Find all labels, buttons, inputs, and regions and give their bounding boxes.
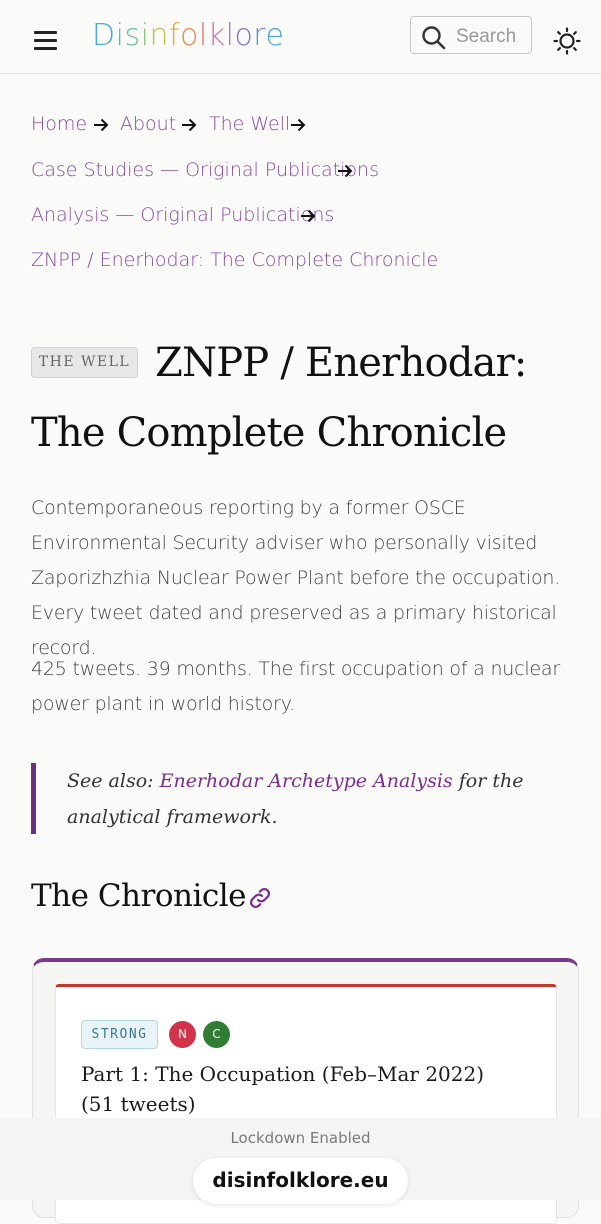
logo-letter: D [92, 18, 116, 53]
logo-letter: o [234, 18, 254, 53]
breadcrumb-about[interactable]: About [120, 113, 177, 135]
logo-letter: e [265, 18, 285, 53]
logo-letter: o [180, 18, 199, 53]
menu-icon[interactable] [34, 31, 57, 49]
url-bar[interactable]: disinfolklore.eu [193, 1158, 408, 1204]
breadcrumb-current[interactable]: ZNPP / Enerhodar: The Complete Chronicle [31, 249, 439, 271]
part-title[interactable]: Part 1: The Occupation (Feb–Mar 2022) (51 tweets) [81, 1062, 485, 1116]
see-also-suffix: for the analytical framework. [67, 770, 524, 828]
arrow-right-icon [299, 207, 317, 225]
logo-letter: l [198, 18, 208, 53]
logo-letter: i [115, 18, 125, 53]
arrow-right-icon [180, 116, 198, 134]
logo-letter: k [207, 18, 226, 53]
logo-letter: r [253, 18, 266, 53]
logo-letter: f [168, 18, 181, 53]
logo-letter: i [140, 18, 150, 53]
arrow-right-icon [336, 162, 354, 180]
section-heading [31, 878, 272, 914]
arrow-right-icon [92, 116, 110, 134]
stats-paragraph: 425 tweets. 39 months. The first occupation of a nuclear power plant in world history. [31, 658, 560, 715]
strength-tag: STRONG [81, 1020, 158, 1049]
breadcrumb-case-studies[interactable]: Case Studies — Original Publications [31, 159, 379, 181]
site-logo[interactable] [92, 18, 284, 53]
page-title: ZNPP / Enerhodar: The Complete Chronicle [31, 340, 527, 456]
tag-n-badge: N [169, 1021, 196, 1048]
logo-letter: l [225, 18, 235, 53]
breadcrumb-the-well[interactable]: The Well [209, 113, 291, 135]
section-badge: THE WELL [31, 347, 138, 378]
see-also-quote [31, 763, 571, 834]
logo-letter: n [149, 18, 169, 53]
arrow-right-icon [289, 116, 307, 134]
search-input[interactable] [410, 16, 532, 54]
intro-paragraph: Contemporaneous reporting by a former OSCE Environmental Security adviser who personally visited Zaporizhzhia Nuclear Power Plant before the occupation. Every tweet dated and preserved as a primary historical record. [31, 497, 561, 659]
tag-c-badge: C [203, 1021, 230, 1048]
breadcrumb-home[interactable]: Home [31, 113, 88, 135]
see-also-link[interactable]: Enerhodar Archetype Analysis [159, 770, 453, 792]
lockdown-label: Lockdown Enabled [230, 1129, 371, 1147]
logo-letter: s [124, 18, 141, 53]
section-heading-text: The Chronicle [31, 878, 247, 914]
breadcrumb-analysis[interactable]: Analysis — Original Publications [31, 204, 335, 226]
top-bar [0, 0, 601, 74]
search-placeholder: Search [456, 26, 517, 47]
see-also-prefix: See also: [67, 770, 160, 792]
search-icon [421, 25, 447, 51]
sun-icon[interactable] [553, 27, 581, 55]
link-icon[interactable] [248, 886, 272, 910]
